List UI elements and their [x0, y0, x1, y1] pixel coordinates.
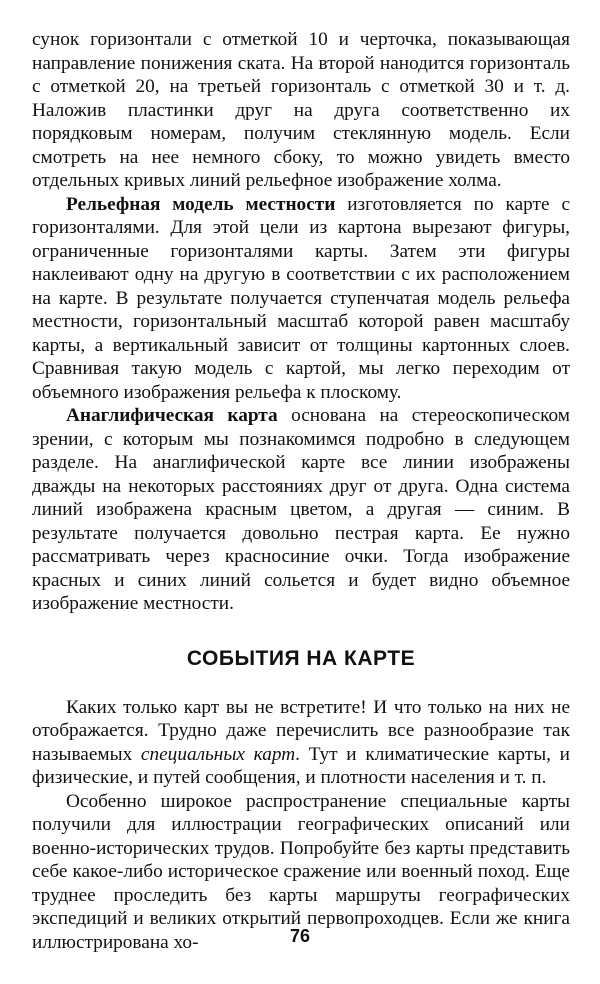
section-title: СОБЫТИЯ НА КАРТЕ [186, 646, 416, 670]
term-anaglyph-map: Анаглифическая карта [66, 405, 278, 426]
paragraph-continued: сунок горизонтали с отметкой 10 и черточка, показывающая направление понижения ската. На второй нанодится горизонталь с отметкой 20, на третьей горизонталь с отметкой 30 и т. д. Наложив пластинки друг на друга соответственно их порядковым номерам, получим стеклянную модель. Если смотреть на нее немного сбоку, то можно увидеть вместо отдельных кривых линий рельефное изображение холма. [32, 29, 570, 191]
book-page [32, 28, 570, 954]
term-relief-model: Рельефная модель местности [66, 193, 336, 215]
paragraph-relief-model: Рельефная модель местности изготовляется по карте с горизонталями. Для этой цели из картона вырезают фигуры, ограниченные горизонталями карты. Затем эти фигуры наклеивают одну на другую в соответствии с их расположением на карте. В результате получается ступенчатая модель рельефа местности, горизонтальный масштаб которой равен масштабу карты, а вертикальный зависит от толщины картонных слоев. Сравнивая такую модель с картой, мы легко переходим от объемного изображения рельефа к плоскому. [32, 193, 570, 403]
page-number: 76 [289, 926, 311, 946]
paragraph-historical-maps: Особенно широкое распространение специальные карты получили для иллюстрации географических описаний или военно-исторических трудов. Попробуйте без карты представить себе какое-либо историческое сражение или военный поход. Еще труднее проследить без карты маршруты географических экспедиций и великих открытий первопроходцев. Если же книга иллюстрирована хо- [32, 790, 570, 953]
paragraph-special-maps: Каких только карт вы не встретите! И что только на них не отображается. Трудно даже перечислить все разнообразие так называемых специальных карт. Тут и климатические карты, и физические, и путей сообщения, и плотности населения и т. п. [32, 696, 570, 788]
paragraph-anaglyph-map: Анаглифическая карта основана на стереоскопическом зрении, с которым мы познакомимся подробно в следующем разделе. На анаглифической карте все линии изображены дважды на некоторых расстояниях друг от друга. Одна система линий изображена красным цветом, а другая — синим. В результате получается довольно пестрая карта. Ее нужно рассматривать через красносиние очки. Тогда изображение красных и синих линий сольется и будет видно объемное изображение местности. [32, 405, 570, 614]
emphasis-special-maps: специальных карт [140, 743, 296, 765]
